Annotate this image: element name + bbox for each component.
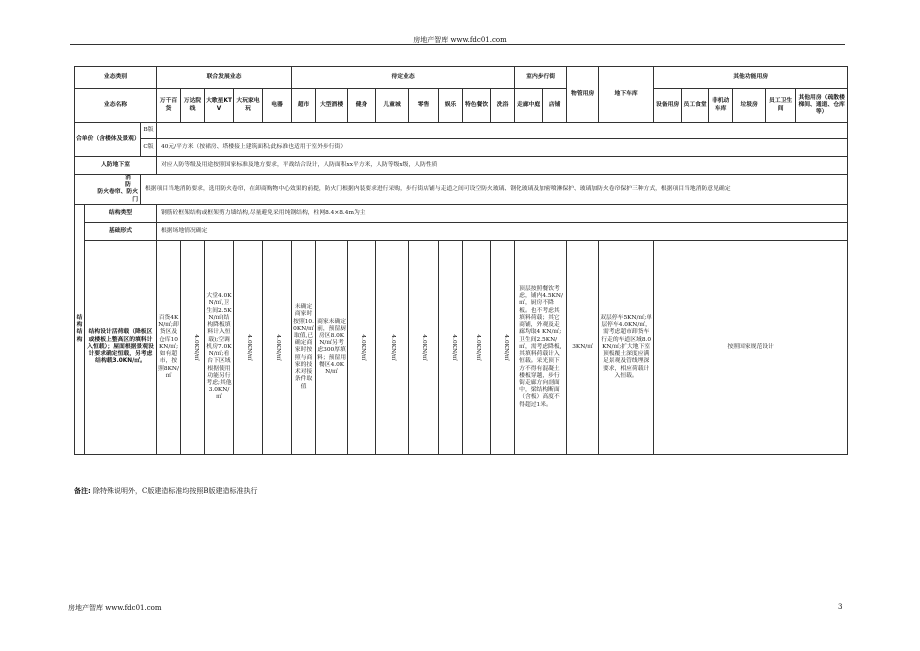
load-property: 3KN/㎡ (567, 240, 599, 454)
civil-defense-row (75, 157, 848, 175)
col-appliance: 大玩家电玩 (234, 89, 263, 123)
other-header: 其他功能用房 (654, 67, 848, 89)
rent-b-value (157, 123, 848, 139)
fire-row (75, 175, 848, 205)
col-wanda: 万达院线 (181, 89, 205, 123)
header-row-1 (75, 67, 848, 89)
page-footer-text: 房地产智库 www.fdc01.com (68, 604, 162, 612)
civil-label: 人防地下室 (75, 157, 157, 175)
col-feature: 特色餐饮 (463, 89, 491, 123)
col-canteen: 员工食堂 (682, 89, 709, 123)
rent-label: 合单价（含楼体及景观） (75, 123, 141, 157)
col-gym: 健身 (348, 89, 376, 123)
load-bath: 4.0KN/㎡ (502, 334, 509, 361)
civil-value: 对应人防等级及用途按照国家标准及地方要求，平战结合设计，人防面积xx平方米，人防等级x级，人防性质 (157, 157, 848, 175)
load-walkway: 顶层按照餐饮考虑，铺内4.5KN/㎡，厨房不降板。也不考虑其填料荷载；其它商铺，外观及走廊均取4 KN/㎡;卫生间2.5KN/㎡，需考虑降板,其填料荷载计入恒载。采光顶下方不得有混凝土楼板穿越，步行街走廊方向剖面中，梁结构断面（含板）高度不得超过1米。 (515, 240, 567, 454)
load-super: 未确定商家时按照10.0KN/㎡取值,已确定商家时按照与商家的技术对接条件取值 (292, 240, 316, 454)
col-nonmotor: 非机动车库 (709, 89, 733, 123)
col-toilet: 员工卫生间 (766, 89, 796, 123)
col-kids: 儿童城 (376, 89, 409, 123)
col-equip: 设备用房 (654, 89, 682, 123)
load-row (75, 240, 848, 454)
property-header: 物管用房 (567, 67, 599, 123)
structure-group-label: 结构结构 (75, 204, 85, 454)
garage-header: 地下车库 (599, 67, 654, 123)
rent-c-label: C版 (141, 139, 157, 157)
note-label: 备注: (74, 487, 91, 495)
load-bigbar: 商家未确定前，预留厨房区8.0KN/㎡另考虑300厚填料；预留用餐区4.0KN/㎡ (316, 240, 348, 454)
col-walkway: 走廊中庭 (515, 89, 543, 123)
note (74, 486, 258, 496)
col-garbage: 垃圾房 (733, 89, 766, 123)
structure-type-label: 结构类型 (85, 204, 157, 222)
load-appliance: 4.0KN/㎡ (245, 334, 252, 361)
joint-header: 联合发展业态 (157, 67, 292, 89)
load-label: 结构设计活荷载（降板区或楼板上整高区的填料计入恒载）；屋面根据景观设计要求确定恒载，另考虑结构载3.0KN/㎡。 (85, 240, 157, 454)
col-bath: 洗浴 (491, 89, 515, 123)
rent-row-b (75, 123, 848, 139)
col-wanqian: 万千百货 (157, 89, 181, 123)
foundation-value: 根据场地情况确定 (157, 222, 848, 240)
fire-label: 防火卷帘、防火门 (97, 189, 138, 203)
load-wanda: 4.0KN/㎡ (192, 334, 199, 361)
load-other: 按照国家规范设计 (654, 240, 848, 454)
anchor-header: 待定业态 (292, 67, 515, 89)
load-kids: 4.0KN/㎡ (389, 334, 396, 361)
col-retail: 零售 (409, 89, 439, 123)
load-garage: 双层停车5KN/㎡;单层停车4.0KN/㎡，需考虑超市卸货车行走的车道区域8.0KN/㎡;扩大地下室顶板覆土深度应满足景观及管线埋深要求，相应荷载计入恒载。 (599, 240, 654, 454)
load-gym: 4.0KN/㎡ (359, 334, 366, 361)
rent-b-label: B版 (141, 123, 157, 139)
load-feature: 4.0KN/㎡ (474, 334, 481, 361)
rent-row-c (75, 139, 848, 157)
fire-group-label: 消防 (125, 175, 131, 189)
header-divider (70, 44, 845, 45)
street-header: 室内步行街 (515, 67, 567, 89)
category-header: 业态类别 (75, 67, 157, 89)
note-text: 除特殊说明外，C版建造标准均按照B版建造标准执行 (93, 487, 258, 495)
foundation-row (75, 222, 848, 240)
col-elec: 电器 (263, 89, 292, 123)
spec-table (74, 66, 848, 455)
header-row-2 (75, 89, 848, 123)
fire-value: 根据项目当地消防要求，选用防火卷帘，在卸商购物中心效果的前提，防火门根据内装要求进行采购，步行街店铺与走道之间可设空防火玻璃、钢化玻璃及加密喷淋保护、玻璃加防火卷帘保护三种方式，根据项目当地消防意见确定 (141, 175, 848, 205)
col-shop: 店铺 (543, 89, 567, 123)
col-ent: 娱乐 (439, 89, 463, 123)
load-elec: 4.0KN/㎡ (274, 334, 281, 361)
col-bigbar: 大型酒楼 (316, 89, 348, 123)
foundation-label: 基础形式 (85, 222, 157, 240)
col-ktv: 大歌星KTV (205, 89, 234, 123)
load-retail: 4.0KN/㎡ (421, 334, 428, 361)
load-wanqian: 百货4KN/㎡;卸货区及仓库10KN/㎡;如有超市，按照8KN/㎡ (157, 240, 181, 454)
name-header: 业态名称 (75, 89, 157, 123)
load-ent: 4.0KN/㎡ (450, 334, 457, 361)
col-misc: 其他用房（疏散楼梯间、通道、仓库等） (796, 89, 848, 123)
page-header-text: 房地产智库 www.fdc01.com (413, 36, 507, 44)
page-number: 3 (838, 603, 843, 611)
col-super: 超市 (292, 89, 316, 123)
structure-type-row (75, 204, 848, 222)
rent-value: 40元/平方米（按裙房、塔楼接上建筑面积;此标准也适用于室外步行街） (157, 139, 848, 157)
structure-type-value: 钢筋砼框架结构或框架剪力墙结构,尽量避免采用纯钢结构，柱网8.4×8.4m为主 (157, 204, 848, 222)
load-ktv: 大堂4.0KN/㎡,卫生间2.5KN/㎡(结构降板填料计入恒载);空调机房7.0KN/㎡;看台下区域根据使用功能另行考虑;其他3.0KN/㎡ (205, 240, 234, 454)
